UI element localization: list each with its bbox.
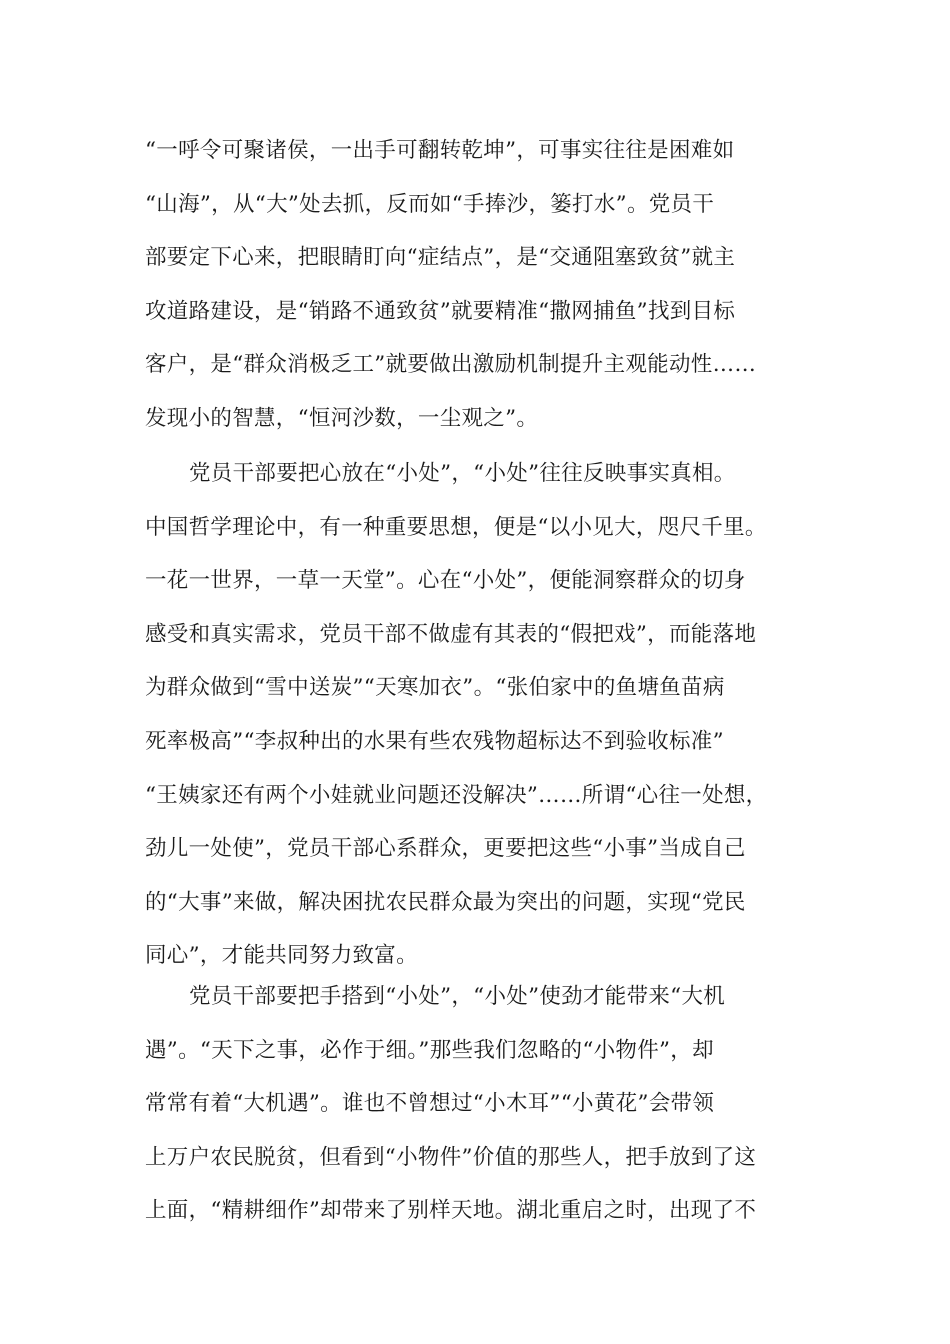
text-line: 感受和真实需求，党员干部不做虚有其表的“假把戏”，而能落地: [145, 621, 757, 647]
text-line: 客户，是“群众消极乏工”就要做出激励机制提升主观能动性……: [145, 352, 757, 378]
text-line: “王姨家还有两个小娃就业问题还没解决”……所谓“心往一处想，: [145, 782, 768, 808]
text-line: 发现小的智慧，“恒河沙数，一尘观之”。: [145, 405, 539, 431]
text-line: 常常有着“大机遇”。谁也不曾想过“小木耳”“小黄花”会带领: [145, 1091, 715, 1117]
text-line: 党员干部要把手搭到“小处”，“小处”使劲才能带来“大机: [189, 984, 726, 1009]
text-line: “一呼令可聚诸侯，一出手可翻转乾坤”，可事实往往是困难如: [145, 138, 735, 163]
paragraph-1: [145, 124, 815, 446]
text-line: 死率极高”“李叔种出的水果有些农残物超标达不到验收标准”: [145, 728, 724, 754]
text-line: 一花一世界，一草一天堂”。心在“小处”，便能洞察群众的切身: [145, 568, 746, 594]
text-line: 同心”，才能共同努力致富。: [145, 943, 418, 969]
text-line: 劲儿一处使”，党员干部心系群众，更要把这些“小事”当成自己: [145, 836, 746, 862]
text-line: 的“大事”来做，解决困扰农民群众最为突出的问题，实现“党民: [145, 889, 746, 915]
text-line: 遇”。“天下之事，必作于细。”那些我们忽略的“小物件”，却: [145, 1037, 714, 1063]
text-line: 上面，“精耕细作”却带来了别样天地。湖北重启之时，出现了不: [145, 1198, 757, 1224]
text-line: 上万户农民脱贫，但看到“小物件”价值的那些人，把手放到了这: [145, 1144, 757, 1170]
text-line: 中国哲学理论中，有一种重要思想，便是“以小见大，咫尺千里。: [145, 514, 767, 540]
text-line: 部要定下心来，把眼睛盯向“症结点”，是“交通阻塞致贫”就主: [145, 245, 736, 271]
text-line: 攻道路建设，是“销路不通致贫”就要精准“撒网捕鱼”找到目标: [145, 298, 736, 324]
paragraph-3: [145, 970, 815, 1238]
text-line: “山海”，从“大”处去抓，反而如“手捧沙，篓打水”。党员干: [145, 191, 715, 217]
paragraph-2: [145, 447, 815, 983]
text-line: 为群众做到“雪中送炭”“天寒加衣”。“张伯家中的鱼塘鱼苗病: [145, 675, 725, 701]
text-line: 党员干部要把心放在“小处”，“小处”往往反映事实真相。: [189, 461, 736, 486]
